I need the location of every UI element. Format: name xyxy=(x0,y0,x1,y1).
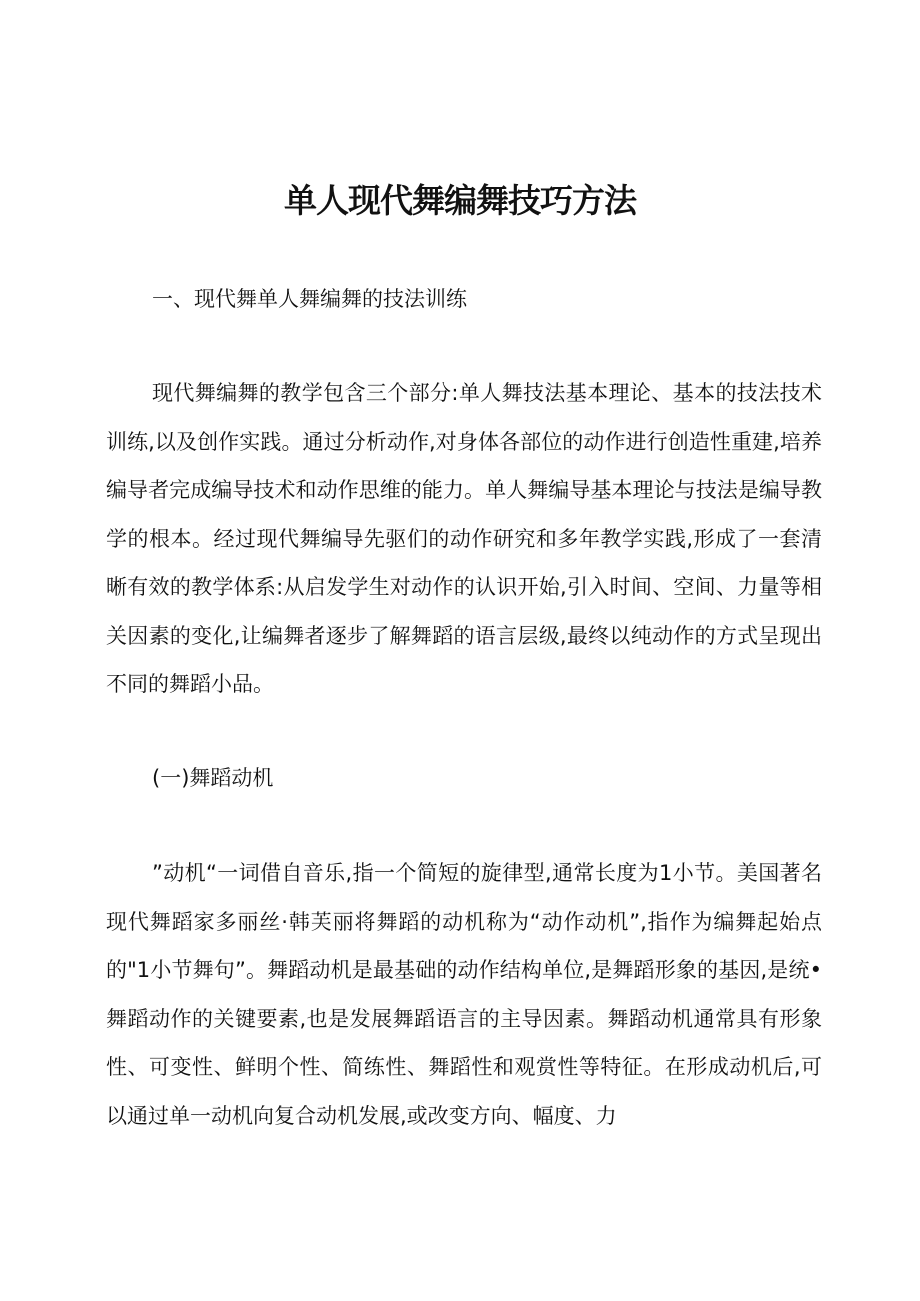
body-paragraph: ”动机“一词借自音乐,指一个简短的旋律型,通常长度为1小节。美国著名现代舞蹈家多丽丝·韩芙丽将舞蹈的动机称为“动作动机”,指作为编舞起始点的"1小节舞句”。舞蹈动机是最基础的动作结构单位,是舞蹈形象的基因,是统•舞蹈动作的关键要素,也是发展舞蹈语言的主导因素。舞蹈动机通常具有形象性、可变性、鲜明个性、简练性、舞蹈性和观赏性等特征。在形成动机后,可以通过单一动机向复合动机发展,或改变方向、幅度、力 xyxy=(106,861,822,1128)
body-paragraph: 现代舞编舞的教学包含三个部分:单人舞技法基本理论、基本的技法技术训练,以及创作实践。通过分析动作,对身体各部位的动作进行创造性重建,培养编导者完成编导技术和动作思维的能力。单人舞编导基本理论与技法是编导教学的根本。经过现代舞编导先驱们的动作研究和多年教学实践,形成了一套清晰有效的教学体系:从启发学生对动作的认识开始,引入时间、空间、力量等相关因素的变化,让编舞者逐步了解舞蹈的语言层级,最终以纯动作的方式呈现出不同的舞蹈小品。 xyxy=(106,381,822,696)
document-title: 单人现代舞编舞技巧方法 xyxy=(284,181,636,220)
subsection-heading: (一)舞蹈动机 xyxy=(152,766,274,790)
section-heading: 一、现代舞单人舞编舞的技法训练 xyxy=(152,287,467,311)
